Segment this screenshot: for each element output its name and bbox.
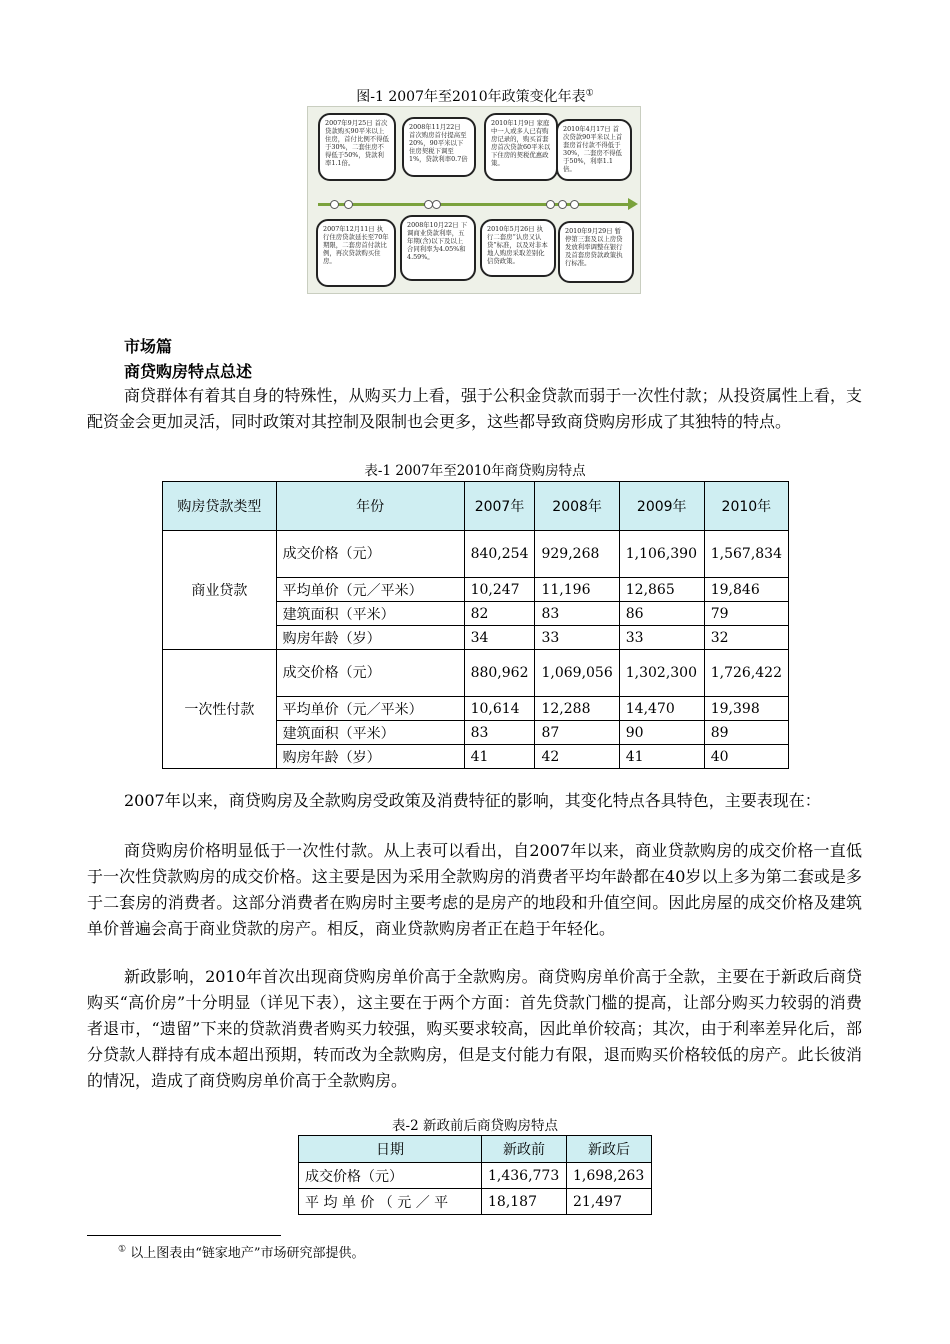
- row-label: 成交价格（元）: [299, 1163, 482, 1189]
- table-cell: 89: [704, 721, 788, 745]
- table-cell: 41: [464, 745, 535, 769]
- row-label: 建筑面积（平米）: [276, 602, 464, 626]
- row-label: 平均单价（元／平米）: [276, 697, 464, 721]
- table-header-cell: 2008年: [535, 482, 619, 531]
- table-loan-characteristics: [162, 481, 789, 769]
- timeline-marker: [546, 200, 555, 209]
- table-cell: 10,247: [464, 578, 535, 602]
- policy-timeline-figure: [307, 106, 641, 294]
- figure-caption-text: 图-1 2007年至2010年政策变化年表: [356, 89, 586, 105]
- row-group-label: 一次性付款: [163, 650, 277, 769]
- timeline-marker: [570, 200, 579, 209]
- timeline-marker: [344, 200, 353, 209]
- table1-caption: 表-1 2007年至2010年商贷购房特点: [364, 463, 586, 479]
- footnote: [118, 1242, 365, 1261]
- table-cell: 34: [464, 626, 535, 650]
- table-cell: 840,254: [464, 531, 535, 578]
- footnote-text: 以上图表由“链家地产”市场研究部提供。: [130, 1246, 365, 1261]
- section-title: 市场篇: [124, 337, 173, 356]
- table-cell: 19,398: [704, 697, 788, 721]
- table-header-cell: 日期: [299, 1136, 482, 1163]
- timeline-event-top-3: 2010年1月9日 家庭中一人或多人已有购房记录的，购买首套房首次贷款60平米以下住房的契税优惠政策。: [484, 113, 558, 181]
- table-cell: 90: [619, 721, 704, 745]
- timeline-event-top-4: 2010年4月17日 首次贷款90平米以上首套房首付款不得低于30%，二套房不得低于50%，利率1.1倍。: [556, 119, 632, 181]
- timeline-marker: [330, 200, 339, 209]
- table-cell: 87: [535, 721, 619, 745]
- timeline-marker: [558, 200, 567, 209]
- table-header-cell: 2007年: [464, 482, 535, 531]
- table-header-cell: 新政后: [567, 1136, 652, 1163]
- table-cell: 1,698,263: [567, 1163, 652, 1189]
- table-cell: 1,302,300: [619, 650, 704, 697]
- paragraph-intro: 商贷群体有着其自身的特殊性，从购买力上看，强于公积金贷款而弱于一次性付款；从投资属性上看，支配资金会更加灵活，同时政策对其控制及限制也会更多，这些都导致商贷购房形成了其独特的特点。: [87, 386, 862, 431]
- table-cell: 83: [535, 602, 619, 626]
- table-cell: 12,288: [535, 697, 619, 721]
- table-cell: 929,268: [535, 531, 619, 578]
- timeline-event-top-2: 2008年11月22日 首次购房首付提高至20%，90平米以下住房契税下调至1%，贷款利率0.7倍: [402, 117, 476, 177]
- row-label: 建筑面积（平米）: [276, 721, 464, 745]
- section-subtitle: 商贷购房特点总述: [124, 362, 253, 381]
- table-row: [163, 650, 789, 697]
- row-label: 平均单价（元／平米）: [276, 578, 464, 602]
- timeline-arrow-icon: [628, 198, 638, 210]
- table-header-cell: 新政前: [482, 1136, 567, 1163]
- table-cell: 11,196: [535, 578, 619, 602]
- table-cell: 18,187: [482, 1189, 567, 1215]
- row-label: 购房年龄（岁）: [276, 626, 464, 650]
- timeline-event-bottom-3: 2010年5月26日 执行二套房“认房又认贷”标准，以及对非本地人购房采取差别化信贷政策。: [480, 219, 556, 277]
- table-cell: 1,726,422: [704, 650, 788, 697]
- table2-caption: 表-2 新政前后商贷购房特点: [392, 1118, 558, 1134]
- row-label: 成交价格（元）: [276, 531, 464, 578]
- row-label: 平 均 单 价 （ 元 ／ 平: [299, 1189, 482, 1215]
- timeline-event-bottom-2: 2008年10月22日 下调商业贷款利率，五年期(含)以下及以上合同利率为4.05%和4.59%。: [400, 215, 476, 281]
- table-cell: 32: [704, 626, 788, 650]
- paragraph-new-policy: 新政影响，2010年首次出现商贷购房单价高于全款购房。商贷购房单价高于全款，主要在于新政后商贷购买“高价房”十分明显（详见下表），这主要在于两个方面：首先贷款门槛的提高，让部分购买力较弱的消费者退市，“遗留”下来的贷款消费者购买力较强，购买要求较高，因此单价较高；其次，由于利率差异化后，部分贷款人群持有成本超出预期，转而改为全款购房，但是支付能力有限，退而购买价格较低的房产。此长彼消的情况，造成了商贷购房单价高于全款购房。: [87, 967, 862, 1090]
- table-header-row: [163, 482, 789, 531]
- paragraph-overview: 2007年以来，商贷购房及全款购房受政策及消费特征的影响，其变化特点各具特色，主要表现在：: [124, 791, 821, 810]
- table-cell: 33: [535, 626, 619, 650]
- table-row: [299, 1163, 652, 1189]
- table-cell: 1,069,056: [535, 650, 619, 697]
- row-group-label: 商业贷款: [163, 531, 277, 650]
- row-label: 成交价格（元）: [276, 650, 464, 697]
- table-cell: 86: [619, 602, 704, 626]
- row-label: 购房年龄（岁）: [276, 745, 464, 769]
- table-policy-comparison: [298, 1135, 652, 1215]
- timeline-event-bottom-4: 2010年9月29日 暂停第三套及以上房贷发放利率调整在银行及首套房贷款政策执行标准。: [558, 221, 634, 283]
- table-row: [299, 1189, 652, 1215]
- table-cell: 14,470: [619, 697, 704, 721]
- timeline-axis: [318, 203, 630, 206]
- timeline-event-bottom-1: 2007年12月11日 执行住房贷款延长至70年期限，二套房首付款比例，再次贷款购买住房。: [316, 219, 396, 287]
- table-cell: 42: [535, 745, 619, 769]
- timeline-event-top-1: 2007年9月25日 首次贷款购买90平米以上住房，首付比例不得低于30%，二套住房不得低于50%，贷款利率1.1倍。: [318, 113, 396, 181]
- table-cell: 12,865: [619, 578, 704, 602]
- table-cell: 40: [704, 745, 788, 769]
- table-cell: 1,567,834: [704, 531, 788, 578]
- table-cell: 82: [464, 602, 535, 626]
- table-cell: 10,614: [464, 697, 535, 721]
- table-cell: 79: [704, 602, 788, 626]
- figure-caption: [0, 86, 950, 106]
- table-cell: 19,846: [704, 578, 788, 602]
- table-cell: 83: [464, 721, 535, 745]
- table-header-row: [299, 1136, 652, 1163]
- table-cell: 1,106,390: [619, 531, 704, 578]
- footnote-mark: ①: [118, 1244, 127, 1255]
- footnote-divider: [87, 1235, 281, 1236]
- table-header-cell: 2010年: [704, 482, 788, 531]
- paragraph-price-comparison: 商贷购房价格明显低于一次性付款。从上表可以看出，自2007年以来，商业贷款购房的成交价格一直低于一次性贷款购房的成交价格。这主要是因为采用全款购房的消费者平均年龄都在40岁以上多为第二套或是多于二套房的消费者。这部分消费者在购房时主要考虑的是房产的地段和升值空间。因此房屋的成交价格及建筑单价普遍会高于商业贷款的房产。相反，商业贷款购房者正在趋于年轻化。: [87, 841, 862, 938]
- footnote-ref: ①: [585, 88, 594, 99]
- table-row: [163, 531, 789, 578]
- table-cell: 41: [619, 745, 704, 769]
- table-cell: 33: [619, 626, 704, 650]
- table-cell: 1,436,773: [482, 1163, 567, 1189]
- table-header-cell: 年份: [276, 482, 464, 531]
- timeline-marker: [432, 200, 441, 209]
- table-header-cell: 2009年: [619, 482, 704, 531]
- table-cell: 21,497: [567, 1189, 652, 1215]
- table-cell: 880,962: [464, 650, 535, 697]
- table-header-cell: 购房贷款类型: [163, 482, 277, 531]
